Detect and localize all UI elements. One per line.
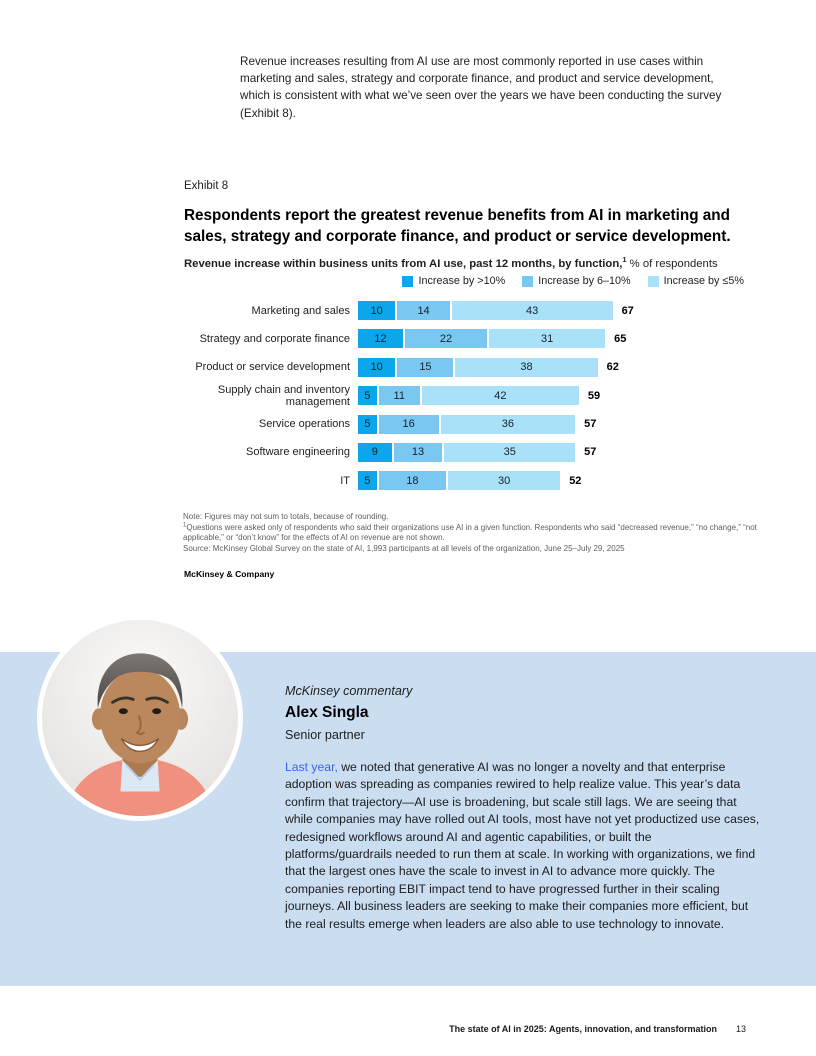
- intro-paragraph: Revenue increases resulting from AI use are most commonly reported in use cases within marketing and sales, strategy and corporate finance, and product and service development, which is consistent with what we’ve seen over the years we have been conducting the survey (Exhibit 8).: [240, 55, 722, 120]
- legend-label: Increase by >10%: [418, 275, 506, 287]
- bar-total-label: 67: [621, 304, 634, 317]
- chart-category-label: Product or service development: [195, 361, 350, 374]
- bar-total-label: 57: [584, 446, 597, 459]
- chart-row: [184, 329, 634, 348]
- chart-category-label: Strategy and corporate finance: [199, 332, 350, 345]
- legend-item: [522, 275, 630, 287]
- bar-total-label: 62: [606, 361, 619, 374]
- chart-subtitle-bold: Revenue increase within business units from AI use, past 12 months, by function,: [184, 258, 623, 270]
- bar-segment: 36: [441, 415, 576, 434]
- last-year-link[interactable]: Last year,: [285, 760, 338, 774]
- chart-category-label: Marketing and sales: [251, 304, 350, 317]
- chart-source: Source: McKinsey Global Survey on the state of AI, 1,993 participants at all levels of the organization, June 25–July 29, 2025: [183, 543, 625, 553]
- legend-item: [402, 275, 505, 287]
- bar-total-label: 59: [587, 389, 601, 402]
- footer-title: The state of AI in 2025: Agents, innovation, and transformation: [449, 1024, 717, 1034]
- stacked-bar-chart: [184, 301, 634, 500]
- author-portrait-illustration: [42, 620, 238, 816]
- bar-group: [358, 443, 577, 462]
- bar-segment: 5: [358, 415, 377, 434]
- page-number: 13: [735, 1024, 746, 1034]
- legend-swatch: [402, 276, 413, 287]
- legend-item: [648, 275, 744, 287]
- author-name: Alex Singla: [285, 704, 369, 721]
- bar-segment: 35: [444, 443, 575, 462]
- chart-footnotes: [183, 512, 789, 554]
- bar-segment: 5: [358, 386, 377, 405]
- chart-row: [184, 383, 634, 408]
- legend-swatch: [648, 276, 659, 287]
- footnote-marker: 1: [183, 521, 187, 528]
- legend-label: Increase by ≤5%: [663, 275, 744, 287]
- bar-group: [358, 386, 581, 405]
- chart-footnote-1: $^1$Questions were asked only of respondents who said their organizations use AI in a given function. Respondents who said “decreased revenue,” “no change,” “not applicable,” or “don’t know” for the effects of AI on revenue are not shown.: [183, 521, 757, 543]
- bar-segment: 16: [379, 415, 439, 434]
- bar-segment: 9: [358, 443, 392, 462]
- bar-total-label: 52: [569, 474, 582, 487]
- chart-note: Note: Figures may not sum to totals, because of rounding.: [183, 512, 389, 521]
- bar-segment: 10: [358, 358, 395, 377]
- chart-category-label: IT: [340, 474, 350, 487]
- exhibit-title: Respondents report the greatest revenue benefits from AI in marketing and sales, strategy and corporate finance, and product or service development.: [184, 207, 731, 245]
- bar-segment: 10: [358, 301, 395, 320]
- chart-subtitle: [184, 255, 784, 270]
- chart-legend: [402, 275, 744, 287]
- chart-category-label: Software engineering: [246, 446, 350, 459]
- chart-row: [184, 301, 634, 320]
- bar-segment: 38: [455, 358, 597, 377]
- bar-group: [358, 301, 615, 320]
- chart-subtitle-unit: % of respondents: [626, 258, 718, 270]
- bar-segment: 5: [358, 471, 377, 490]
- bar-total-label: 57: [584, 418, 597, 431]
- bar-segment: 31: [489, 329, 605, 348]
- author-role: Senior partner: [285, 728, 365, 742]
- commentary-body-text: we noted that generative AI was no longer a novelty and that enterprise adoption was spreading as companies rewired to help realize value. This year’s data confirm that trajectory—AI use is broadening, but scale still lags. We are seeing that while companies may have rolled out AI tools, most have not yet productized use cases, redesigned workflows around AI and agentic capabilities, or built the platforms/guardrails needed to run them at scale. In working with organizations, we find that the largest ones have the scale to invest in AI to advance more quickly. The companies reporting EBIT impact tend to have progressed further in their scaling journeys. All business leaders are seeking to make their companies more efficient, but the real results emerge when leaders are also able to use technology to innovate.: [285, 760, 760, 931]
- commentary-kicker: McKinsey commentary: [285, 684, 413, 698]
- chart-row: [184, 443, 634, 462]
- bar-group: [358, 415, 577, 434]
- bar-group: [358, 471, 562, 490]
- chart-row: [184, 471, 634, 490]
- chart-category-label: Supply chain and inventory management: [217, 383, 350, 408]
- chart-row: [184, 358, 634, 377]
- bar-segment: 11: [379, 386, 420, 405]
- bar-group: [358, 329, 607, 348]
- legend-label: Increase by 6–10%: [538, 275, 631, 287]
- bar-segment: 43: [452, 301, 613, 320]
- brand-wordmark: McKinsey & Company: [184, 569, 275, 579]
- commentary-block: [285, 684, 761, 933]
- bar-segment: 30: [448, 471, 560, 490]
- chart-category-label: Service operations: [258, 418, 350, 431]
- bar-segment: 42: [422, 386, 579, 405]
- subtitle-footnote-marker: 1: [622, 255, 627, 265]
- bar-segment: 12: [358, 329, 403, 348]
- legend-swatch: [522, 276, 533, 287]
- bar-segment: 15: [397, 358, 453, 377]
- bar-segment: 18: [379, 471, 446, 490]
- bar-segment: 13: [394, 443, 443, 462]
- commentary-body: [285, 759, 761, 933]
- exhibit-label: Exhibit 8: [184, 180, 229, 192]
- bar-segment: 22: [405, 329, 487, 348]
- bar-group: [358, 358, 600, 377]
- bar-segment: 14: [397, 301, 449, 320]
- bar-total-label: 65: [614, 332, 627, 345]
- page-footer: [449, 1024, 746, 1034]
- author-photo: [37, 615, 243, 821]
- chart-row: [184, 415, 634, 434]
